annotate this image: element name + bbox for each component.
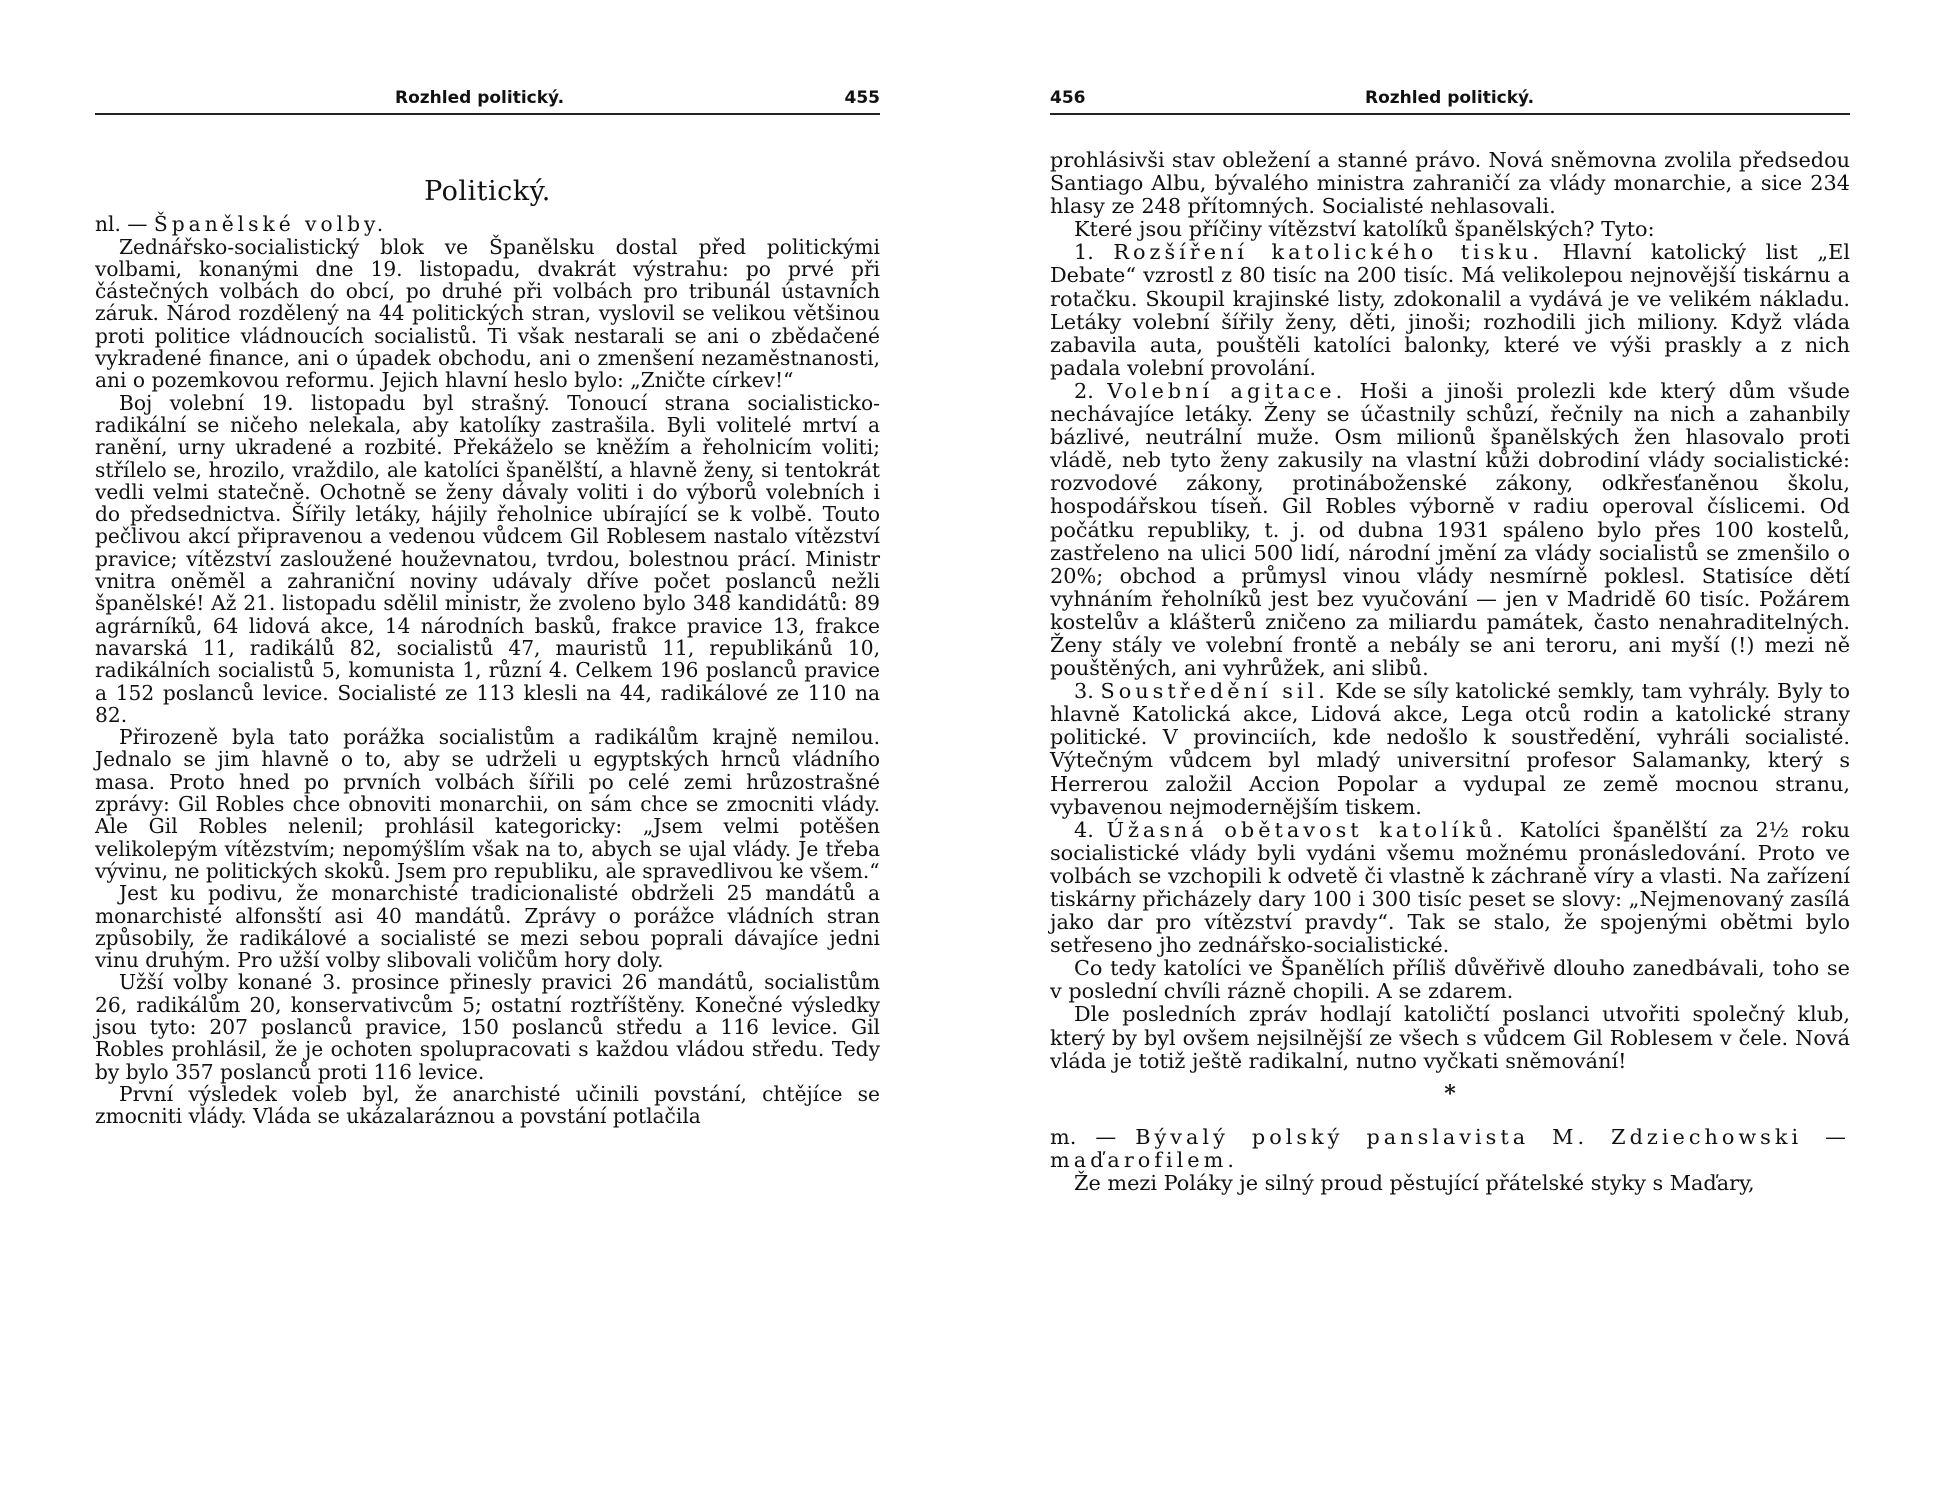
left-page-header	[95, 86, 880, 116]
point-number: 3.	[1074, 679, 1094, 704]
running-title: Rozhled politický.	[1365, 88, 1535, 108]
point-text: Kde se síly katolické semkly, tam vyhrály. Byly to hlavně Katolická akce, Lidová akce, Lega otců rodin a katolické strany politické. V provinciích, kde nedošlo k soustředění, vyhráli socialisté. Výtečným vůdcem byl mladý universitní profesor Salamanky, který s Herrerou založil Accion Popolar a vydupal ze země mocnou stranu, vybavenou nejmodernějším tiskem.	[1050, 679, 1850, 819]
item-prefix: m. —	[1050, 1124, 1117, 1149]
paragraph: Dle posledních zpráv hodlají katoličtí poslanci utvořiti společný klub, který by byl ovšem nejsilnější ze všech s vůdcem Gil Roblesem v čele. Nová vláda je totiž ještě radikalní, nutno vyčkati sněmování!	[1050, 1002, 1850, 1073]
item-title: Španělské volby.	[153, 212, 388, 237]
point-heading: Soustředění sil.	[1100, 679, 1329, 704]
numbered-point	[1050, 241, 1850, 380]
paragraph: Že mezi Poláky je silný proud pěstující přátelské styky s Maďary,	[1074, 1171, 1755, 1196]
paragraph: Zednářsko-socialistický blok ve Španělsku dostal před politickými volbami, konanými dne 19. listopadu, dvakrát výstrahu: po prvé při částečných volbách do obcí, po druhé při volbách pro tribunál ústavních záruk. Národ rozdělený na 44 politických stran, vyslovil se velikou většinou proti politice vládnoucích socialistů. Ti však nestarali se ani o zbědačené vykradené finance, ani o úpadek obchodu, ani o zmenšení nezaměstnanosti, ani o pozemkovou reformu. Jejich hlavní heslo bylo: „Zničte církev!“	[95, 234, 880, 393]
page-number: 455	[844, 88, 880, 108]
paragraph: První výsledek voleb byl, že anarchisté učinili povstání, chtějíce se zmocniti vlády. Vláda se ukázalaráznou a povstání potlačila	[95, 1081, 880, 1129]
left-page	[95, 0, 880, 1500]
numbered-point	[1050, 380, 1850, 680]
point-heading: Úžasná obětavost katolíků.	[1106, 817, 1507, 842]
right-page-body	[1050, 149, 1850, 1195]
point-number: 2.	[1074, 378, 1094, 403]
right-page	[1050, 0, 1850, 1500]
point-text: Hoši a jinoši prolezli kde který dům všude nechávajíce letáky. Ženy se účastnily schůzí, řečnily na nich a zahanbily bázlivé, neutrální muže. Osm milionů španělských žen hlasovalo proti vládě, neb tyto ženy zakusily na vlastní kůži dobrodiní vlády socialistické: rozvodové zákony, protináboženské zákony, odkřesťaněnou školu, hospodářskou tíseň. Gil Robles výborně v radiu operoval číslicemi. Od počátku republiky, t. j. od dubna 1931 spáleno bylo přes 100 kostelů, zastřeleno na ulici 500 lidí, národní jmění za vlády socialistů se zmenšilo o 20%; obchod a průmysl vinou vlády nesmírně poklesl. Statisíce dětí vyhnáním řeholníků jest bez vyučování — jen v Madridě 60 tisíc. Požárem kostelův a klášterů zničeno za miliardu památek, často nenahraditelných. Ženy stály ve volební frontě a nebály se ani teroru, ani myší (!) mezi ně pouštěných, ani vyhrůžek, ani slibů.	[1050, 378, 1850, 681]
page-number: 456	[1050, 88, 1086, 108]
paragraph: Boj volební 19. listopadu byl strašný. Tonoucí strana socialisticko-radikální se ničeho nelekala, aby katolíky zastrašila. Byli volitelé mrtví a ranění, urny ukradené a rozbité. Překáželo se kněžím a řeholnicím voliti; střílelo se, hrozilo, vraždilo, ale katolíci španělští, a hlavně ženy, si tentokrát vedli velmi statečně. Ochotně se ženy dávaly voliti i do výborů volebních i do předsednictva. Šířily letáky, hájily řeholnice ubírající se k volbě. Touto pečlivou akcí připravenou a vedenou vůdcem Gil Roblesem nastalo vítězství pravice; vítězství zasloužené houževnatou, tvrdou, bolestnou prácí. Ministr vnitra oněměl a zahraniční noviny udávaly dříve počet poslanců nežli španělské! Až 21. listopadu sdělil ministr, že zvoleno bylo 348 kandidátů: 89 agrárníků, 64 lidová akce, 14 národních basků, frakce pravice 13, frakce navarská 11, radikálů 82, socialistů 47, mauristů 11, republikánů 10, radikálních socialistů 5, komunista 1, různí 4. Celkem 196 poslanců pravice a 152 poslanců levice. Socialisté ze 113 klesli na 44, radikálové ze 110 na 82.	[95, 390, 880, 727]
item-title: Bývalý polský panslavista M. Zdziechowski — maďarofilem.	[1050, 1124, 1850, 1172]
item-heading	[95, 213, 880, 235]
header-rule	[1050, 113, 1850, 115]
point-number: 4.	[1074, 817, 1094, 842]
paragraph: Co tedy katolíci ve Španělích příliš důvěřivě dlouho zanedbávali, toho se v poslední chvíli rázně chopili. A se zdarem.	[1050, 956, 1850, 1004]
item-prefix: nl. —	[95, 212, 148, 237]
paragraph: Přirozeně byla tato porážka socialistům a radikálům krajně nemilou. Jednalo se jim hlavně o to, aby se udrželi u egyptských hrnců vládního masa. Proto hned po prvních volbách šířili po celé zemi hrůzostrašné zprávy: Gil Robles chce obnoviti monarchii, on sám chce se zmocniti vlády. Ale Gil Robles nelenil; prohlásil kategoricky: „Jsem velmi potěšen velikolepým vítězstvím; nepomýšlím však na to, abych se ujal vlády. Je třeba vývinu, ne politických skoků. Jsem pro republiku, ale spravedlivou ke všem.“	[95, 725, 880, 883]
paragraph: prohlásivši stav obležení a stanné právo. Nová sněmovna zvolila předsedou Santiago Albu, bývalého ministra zahraničí za vlády monarchie, a sice 234 hlasy ze 248 přítomných. Socialisté nehlasovali.	[1050, 148, 1850, 219]
paragraph: Jest ku podivu, že monarchisté tradicionalisté obdrželi 25 mandátů a monarchisté alfonsští asi 40 mandátů. Zprávy o porážce vládních stran způsobily, že radikálové a socialisté se mezi sebou poprali dávajíce jedni vinu druhým. Pro užší volby slibovali voličům hory doly.	[95, 881, 880, 973]
point-heading: Volební agitace.	[1107, 378, 1347, 403]
point-number: 1.	[1074, 240, 1094, 265]
point-text: Katolíci španělští za 2½ roku socialistické vlády byli vydáni všemu možnému pronásledování. Proto ve volbách se vzchopili k odvetě či vlastně k záchraně víry a vlasti. Na zařízení tiskárny přicházely dary 100 i 300 tisíc peset se slovy: „Nejmenovaný zasílá jako dar pro vítězství pravdy“. Tak se stalo, že spojenými obětmi bylo setřeseno jho zednářsko-socialistické.	[1050, 817, 1850, 958]
point-heading: Rozšíření katolického tisku.	[1113, 240, 1543, 265]
left-page-body	[95, 135, 880, 1127]
numbered-point	[1050, 819, 1850, 958]
header-rule	[95, 113, 880, 115]
item-heading	[1050, 1126, 1850, 1172]
section-title: Politický.	[424, 176, 551, 207]
paragraph: Které jsou příčiny vítězství katolíků španělských? Tyto:	[1074, 217, 1655, 242]
numbered-point	[1050, 680, 1850, 819]
right-page-header	[1050, 86, 1850, 116]
paragraph: Užší volby konané 3. prosince přinesly pravici 26 mandátů, socialistům 26, radikálům 20, konservativcům 5; ostatní roztříštěny. Konečné výsledky jsou tyto: 207 poslanců pravice, 150 poslanců středu a 116 levice. Gil Robles prohlásil, že je ochoten spolupracovati s každou vládou středu. Tedy by bylo 357 poslanců proti 116 levice.	[95, 970, 880, 1084]
point-text: Hlavní katolický list „El Debate“ vzrostl z 80 tisíc na 200 tisíc. Má velikolepou nejnovější tiskárnu a rotačku. Skoupil krajinské listy, zdokonalil a vydává je ve velikém nákladu. Letáky volební šířily ženy, děti, jinoši; rozhodili jich miliony. Když vláda zabavila auta, pouštěli katolíci balonky, které ve výši praskly a z nich padala volební provolání.	[1050, 240, 1850, 380]
running-title: Rozhled politický.	[395, 88, 565, 108]
separator-asterisk: *	[1444, 1080, 1456, 1107]
